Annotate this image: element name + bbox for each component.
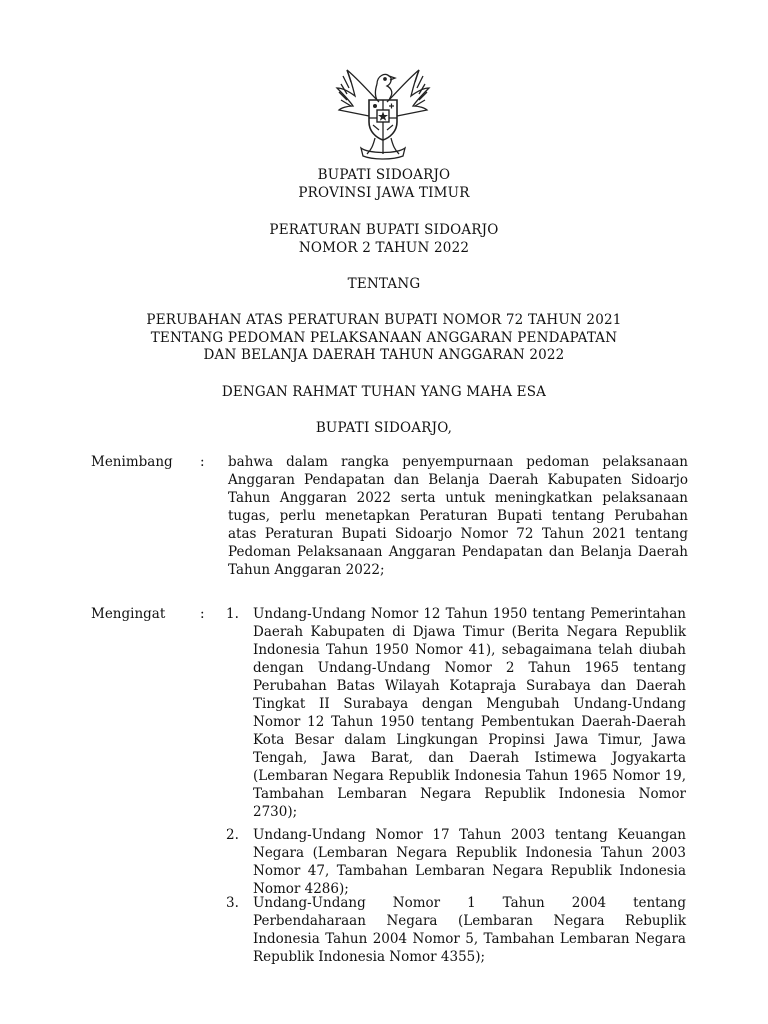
- menimbang-text: bahwa dalam rangka penyempurnaan pedoman pelaksanaan Anggaran Pendapatan dan Belanja Daerah Kabupaten Sidoarjo Tahun Anggaran 2022 serta untuk meningkatkan pelaksanaan tugas, perlu menetapkan Peraturan Bupati tentang Perubahan atas Peraturan Bupati Sidoarjo Nomor 72 Tahun 2021 tentang Pedoman Pelaksanaan Anggaran Pendapatan dan Belanja Daerah Tahun Anggaran 2022;: [228, 454, 688, 578]
- regulation-title: PERATURAN BUPATI SIDOARJO: [269, 222, 499, 238]
- mengingat-item-text: Undang-Undang Nomor 17 Tahun 2003 tentang Keuangan Negara (Lembaran Negara Republik Indonesia Tahun 2003 Nomor 47, Tambahan Lembaran Negara Republik Indonesia Nomor 4286);: [253, 827, 686, 897]
- menimbang-colon: :: [200, 454, 205, 470]
- mengingat-item-number: 2.: [226, 827, 239, 843]
- subject-line-1: PERUBAHAN ATAS PERATURAN BUPATI NOMOR 72 TAHUN 2021: [146, 312, 622, 328]
- mengingat-item-number: 3.: [226, 895, 239, 911]
- garuda-emblem-icon: [333, 62, 433, 162]
- mengingat-item-text: Undang-Undang Nomor 1 Tahun 2004 tentang Perbendaharaan Negara (Lembaran Negara Rebuplik Indonesia Tahun 2004 Nomor 5, Tambahan Lembaran Negara Republik Indonesia Nomor 4355);: [253, 895, 686, 965]
- bupati-heading: BUPATI SIDOARJO,: [315, 420, 453, 436]
- header-line-2: PROVINSI JAWA TIMUR: [298, 185, 470, 201]
- mengingat-colon: :: [200, 606, 205, 622]
- subject-line-3: DAN BELANJA DAERAH TAHUN ANGGARAN 2022: [203, 347, 565, 363]
- mengingat-item-number: 1.: [226, 606, 239, 622]
- mengingat-item-text: Undang-Undang Nomor 12 Tahun 1950 tentang Pemerintahan Daerah Kabupaten di Djawa Timur (Berita Negara Republik Indonesia Tahun 1950 Nomor 41), sebagaimana telah diubah dengan Undang-Undang Nomor 2 Tahun 1965 tentang Perubahan Batas Wilayah Kotapraja Surabaya dan Daerah Tingkat II Surabaya dengan Mengubah Undang-Undang Nomor 12 Tahun 1950 tentang Pembentukan Daerah-Daerah Kota Besar dalam Lingkungan Propinsi Jawa Timur, Jawa Tengah, Jawa Barat, dan Daerah Istimewa Jogyakarta (Lembaran Negara Republik Indonesia Tahun 1965 Nomor 19, Tambahan Lembaran Negara Republik Indonesia Nomor 2730);: [253, 606, 686, 820]
- mengingat-label: Mengingat: [91, 606, 166, 622]
- tentang-heading: TENTANG: [347, 276, 421, 292]
- subject-line-2: TENTANG PEDOMAN PELAKSANAAN ANGGARAN PENDAPATAN: [150, 330, 618, 346]
- header-line-1: BUPATI SIDOARJO: [317, 167, 451, 183]
- regulation-number: NOMOR 2 TAHUN 2022: [298, 240, 470, 256]
- menimbang-label: Menimbang: [91, 454, 173, 470]
- rahmat-line: DENGAN RAHMAT TUHAN YANG MAHA ESA: [221, 384, 547, 400]
